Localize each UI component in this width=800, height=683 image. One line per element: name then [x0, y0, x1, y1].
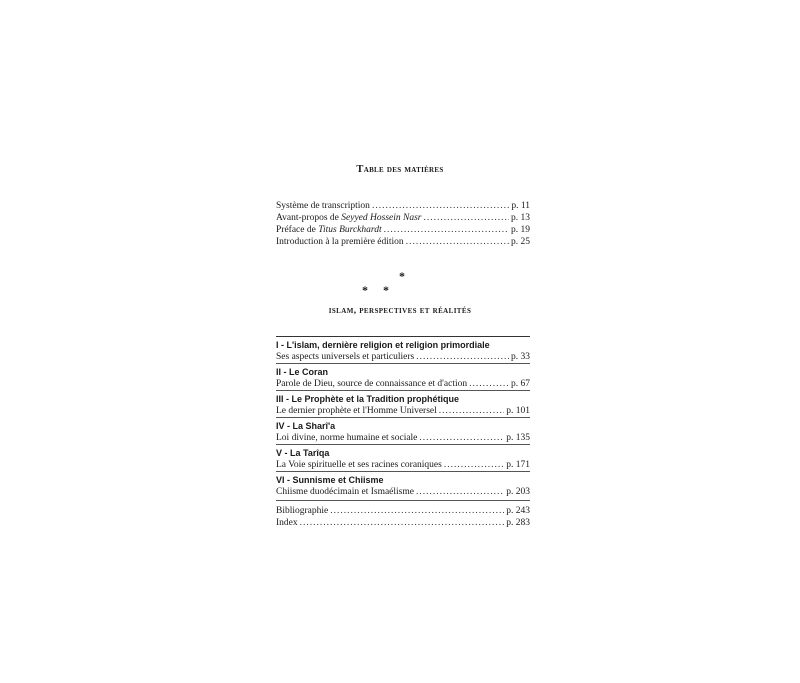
toc-entry — [276, 486, 530, 498]
entry-page: p. 283 — [506, 518, 530, 528]
chapter-title: V - La Tarîqa — [276, 448, 330, 458]
toc-entry — [276, 224, 530, 236]
chapter-title: IV - La Sharî'a — [276, 421, 336, 431]
entry-label: Ses aspects universels et particuliers — [276, 352, 415, 362]
entry-label: Avant-propos de Seyyed Hossein Nasr — [276, 213, 422, 223]
section-title: islam, perspectives et réalités — [328, 306, 472, 316]
toc-entry — [276, 505, 530, 517]
front-matter-list — [276, 200, 530, 248]
toc-entry — [276, 405, 530, 417]
toc-entry — [276, 517, 530, 529]
dot-leader — [416, 351, 509, 363]
chapter-item — [276, 363, 530, 390]
chapter-item — [276, 336, 530, 363]
dot-leader — [469, 378, 509, 390]
entry-page: p. 25 — [511, 237, 530, 247]
entry-label: La Voie spirituelle et ses racines coraniques — [276, 460, 442, 470]
entry-page: p. 101 — [506, 406, 530, 416]
dot-leader — [372, 200, 509, 212]
dot-leader — [416, 486, 504, 498]
dot-leader — [444, 459, 504, 471]
entry-page: p. 11 — [511, 201, 530, 211]
asterism-star: * — [383, 283, 389, 297]
chapter-item — [276, 417, 530, 444]
dot-leader — [384, 224, 509, 236]
entry-label: Bibliographie — [276, 506, 329, 516]
dot-leader — [300, 517, 505, 529]
entry-label: Parole de Dieu, source de connaissance et d'action — [276, 379, 468, 389]
toc-entry — [276, 212, 530, 224]
toc-entry — [276, 236, 530, 248]
dot-leader — [439, 405, 504, 417]
chapter-title: II - Le Coran — [276, 367, 329, 377]
asterism-star: * — [362, 283, 368, 297]
chapter-item — [276, 390, 530, 417]
asterism-star: * — [399, 269, 405, 283]
entry-label: Chiisme duodécimain et Ismaélisme — [276, 487, 414, 497]
back-matter-list — [276, 505, 530, 529]
divider — [276, 500, 530, 501]
chapter-item — [276, 471, 530, 498]
chapter-list — [276, 336, 530, 501]
toc-entry — [276, 378, 530, 390]
toc-entry — [276, 432, 530, 444]
entry-label: Loi divine, norme humaine et sociale — [276, 433, 418, 443]
chapter-title: I - L'islam, dernière religion et religion primordiale — [276, 340, 490, 350]
dot-leader — [330, 505, 504, 517]
entry-page: p. 13 — [511, 213, 530, 223]
chapter-title: III - Le Prophète et la Tradition prophétique — [276, 394, 460, 404]
entry-label: Préface de Titus Burckhardt — [276, 225, 382, 235]
chapter-item — [276, 444, 530, 471]
entry-page: p. 203 — [506, 487, 530, 497]
entry-label: Système de transcription — [276, 201, 370, 211]
entry-page: p. 19 — [511, 225, 530, 235]
dot-leader — [406, 236, 509, 248]
toc-entry — [276, 200, 530, 212]
toc-title: Table des matières — [356, 164, 444, 175]
entry-label: Introduction à la première édition — [276, 237, 404, 247]
entry-page: p. 33 — [511, 352, 530, 362]
entry-label: Le dernier prophète et l'Homme Universel — [276, 406, 437, 416]
entry-label: Index — [276, 518, 298, 528]
entry-page: p. 171 — [506, 460, 530, 470]
entry-page: p. 243 — [506, 506, 530, 516]
toc-entry — [276, 351, 530, 363]
toc-entry — [276, 459, 530, 471]
dot-leader — [423, 212, 509, 224]
dot-leader — [419, 432, 504, 444]
entry-page: p. 135 — [506, 433, 530, 443]
chapter-title: VI - Sunnisme et Chiisme — [276, 475, 384, 485]
entry-page: p. 67 — [511, 379, 530, 389]
